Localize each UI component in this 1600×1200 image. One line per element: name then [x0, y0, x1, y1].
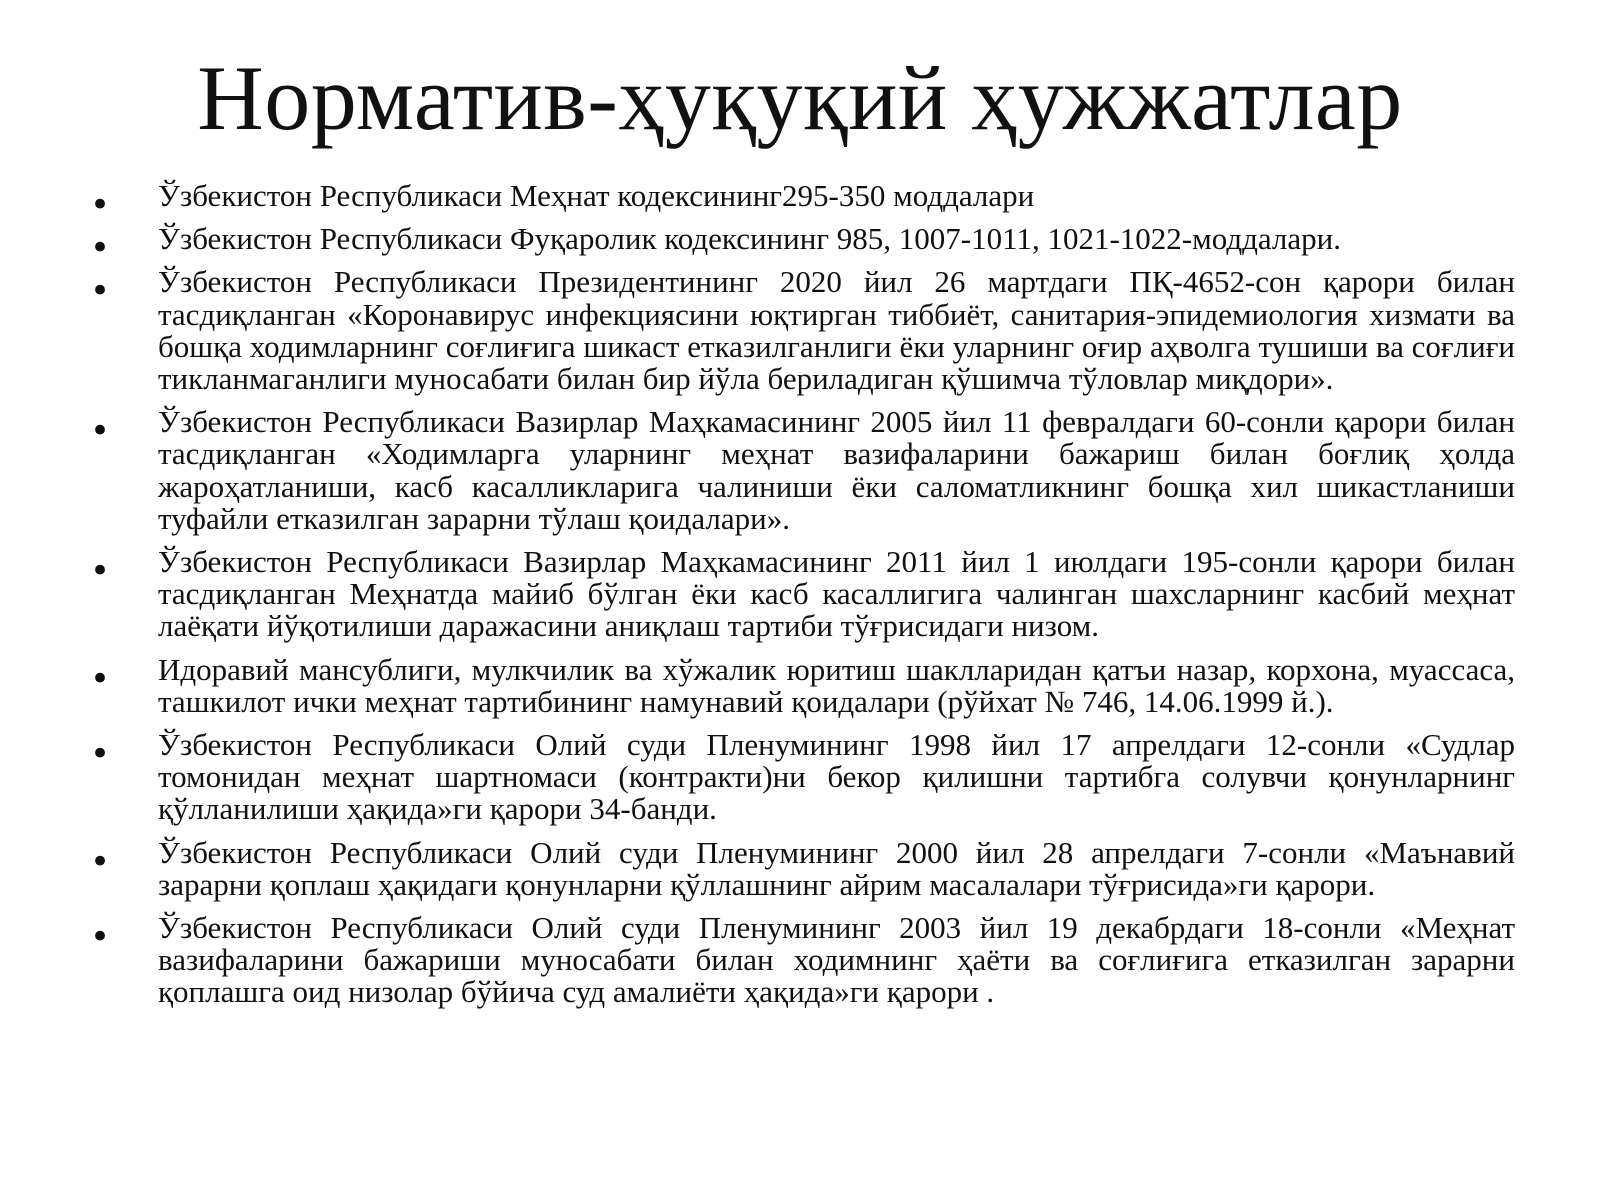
list-item: [90, 406, 1515, 535]
bullet-icon: •: [90, 185, 111, 225]
list-item-text: Ўзбекистон Республикаси Меҳнат кодексининг295-350 моддалари: [158, 178, 1035, 213]
bullet-icon: •: [90, 551, 111, 592]
list-item-text: Ўзбекистон Республикаси Вазирлар Маҳкамасининг 2011 йил 1 июлдаги 195-сонли қарори билан тасдиқланган Меҳнатда майиб бўлган ёки касб касаллигига чалинган шахсларнинг касбий меҳнат лаёқати йўқотилиши даражасини аниқлаш тартиби тўғрисидаги низом.: [158, 544, 1515, 644]
bullet-icon: •: [90, 734, 111, 775]
bullet-icon: •: [90, 228, 111, 269]
list-item: [90, 834, 1515, 902]
list-item-text: Ўзбекистон Республикаси Олий суди Пленумининг 1998 йил 17 апрелдаги 12-сонли «Судлар томонидан меҳнат шартномаси (контракти)ни бекор қилишни тартибга солувчи қонунларнинг қўлланилиши ҳақида»ги қарори 34-банди.: [158, 727, 1515, 827]
bullet-icon: •: [90, 917, 111, 958]
list-item: [90, 266, 1515, 395]
list-item: [90, 651, 1515, 719]
list-item-text: Ўзбекистон Республикаси Фуқаролик кодексининг 985, 1007-1011, 1021-1022-моддалари.: [158, 221, 1341, 257]
slide-title: Норматив-ҳуқуқий ҳужжатлар: [197, 47, 1403, 149]
bullet-icon: •: [90, 658, 111, 699]
bullet-icon: •: [90, 271, 111, 312]
bullet-icon: •: [90, 841, 111, 882]
list-item-text: Ўзбекистон Республикаси Олий суди Пленумининг 2000 йил 28 апрелдаги 7-сонли «Маънавий зарарни қоплаш ҳақидаги қонунларни қўллашнинг айрим масалалари тўғрисида»ги қарори.: [158, 834, 1515, 902]
list-item-text: Ўзбекистон Республикаси Олий суди Пленумининг 2003 йил 19 декабрдаги 18-сонли «Меҳнат вазифаларини бажариши муносабати билан ходимнинг ҳаёти ва соғлиғига етказилган зарарни қоплашга оид низолар бўйича суд амалиёти ҳақида»ги қарори .: [158, 910, 1515, 1010]
list-item: [90, 729, 1515, 826]
list-item: [90, 178, 1515, 225]
list-item-text: Идоравий мансублиги, мулкчилик ва хўжалик юритиш шаклларидан қатъи назар, корхона, муассаса, ташкилот ички меҳнат тартибининг намунавий қоидалари (рўйхат № 746, 14.06.1999 й.).: [158, 651, 1515, 719]
bullet-icon: •: [90, 411, 111, 452]
list-item-text: Ўзбекистон Республикаси Президентининг 2020 йил 26 мартдаги ПҚ-4652-сон қарори билан тасдиқланган «Коронавирус инфекциясини юқтирган тиббиёт, санитария-эпидемиология хизмати ва бошқа ходимларнинг соғлиғига шикаст етказилганлиги ёки уларнинг оғир аҳволга тушиши ва соғлиғи тикланмаганлиги муносабати билан бир йўла бериладиган қўшимча тўловлар миқдори».: [158, 264, 1515, 397]
list-item: [90, 546, 1515, 643]
list-item: [90, 912, 1515, 1009]
list-item: [90, 221, 1515, 269]
bullet-list: [90, 180, 1515, 1020]
list-item-text: Ўзбекистон Республикаси Вазирлар Маҳкамасининг 2005 йил 11 февралдаги 60-сонли қарори билан тасдиқланган «Ходимларга уларнинг меҳнат вазифаларини бажариш билан боғлиқ ҳолда жароҳатланиши, касб касалликларига чалиниши ёки саломатликнинг бошқа хил шикастланиши туфайли етказилган зарарни тўлаш қоидалари».: [158, 404, 1515, 536]
